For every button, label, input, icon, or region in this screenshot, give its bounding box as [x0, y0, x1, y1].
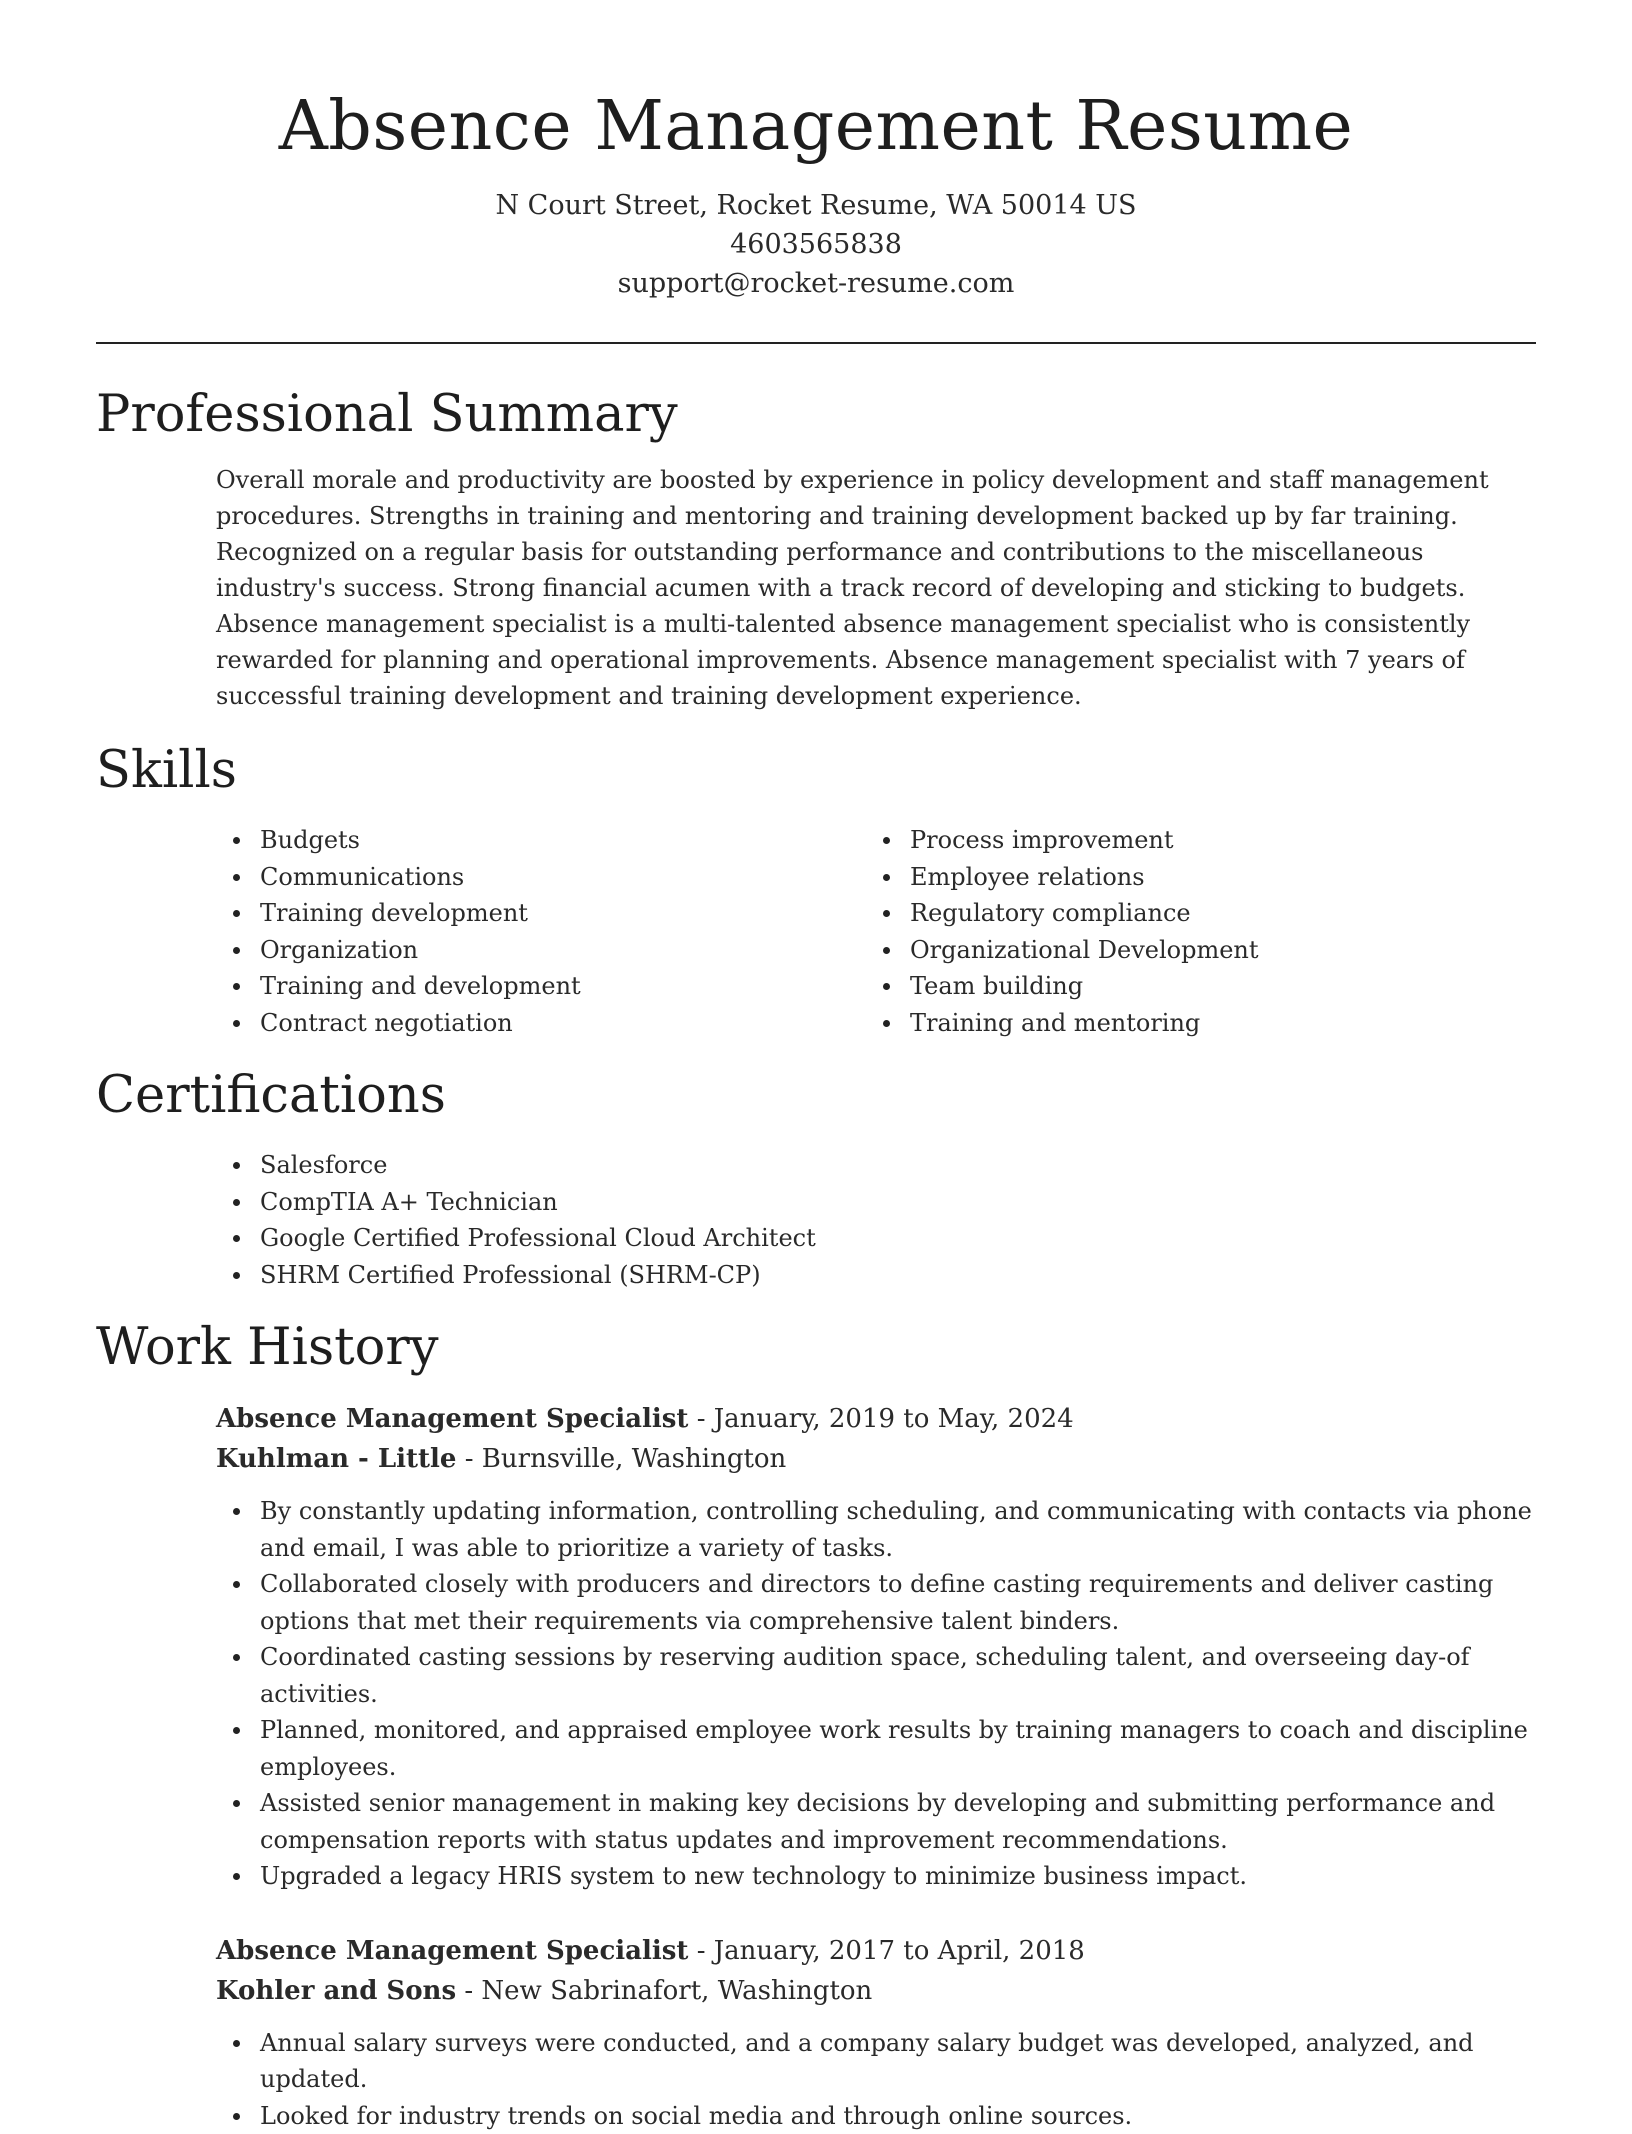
skills-list-right	[866, 822, 1516, 1041]
resume-title: Absence Management Resume	[0, 82, 1632, 172]
work-history-section	[96, 1311, 1536, 2134]
job-company: Kohler and Sons	[216, 1976, 456, 2006]
skill-item: Contract negotiation	[216, 1005, 866, 1042]
summary-section	[96, 378, 1536, 714]
contact-phone: 4603565838	[0, 225, 1632, 264]
summary-text: Overall morale and productivity are boosted by experience in policy development and staff management procedures. Strengths in training and mentoring and training development backed up by far training. Recognized on a regular basis for outstanding performance and contributions to the miscellaneous industry's success. Strong financial acumen with a track record of developing and sticking to budgets. Absence management specialist is a multi-talented absence management specialist who is consistently rewarded for planning and operational improvements. Absence management specialist with 7 years of successful training development and training development experience.	[216, 462, 1536, 714]
contact-address: N Court Street, Rocket Resume, WA 50014 US	[0, 186, 1632, 225]
certification-item: Google Certified Professional Cloud Architect	[216, 1220, 1536, 1257]
job-bullet: By constantly updating information, controlling scheduling, and communicating with contacts via phone and email, I was able to prioritize a variety of tasks.	[216, 1493, 1536, 1566]
job-title-line	[216, 1399, 1536, 1439]
job-dates: - January, 2019 to May, 2024	[688, 1404, 1073, 1434]
contact-email[interactable]: support@rocket-resume.com	[0, 264, 1632, 303]
skill-item: Employee relations	[866, 859, 1516, 896]
skill-item: Training and mentoring	[866, 1005, 1516, 1042]
skill-item: Process improvement	[866, 822, 1516, 859]
certification-item: CompTIA A+ Technician	[216, 1184, 1536, 1221]
job-bullets	[216, 2025, 1536, 2134]
skill-item: Organizational Development	[866, 932, 1516, 969]
job-title: Absence Management Specialist	[216, 1936, 688, 1966]
job-title: Absence Management Specialist	[216, 1404, 688, 1434]
skills-list-left	[216, 822, 866, 1041]
job-bullets	[216, 1493, 1536, 1895]
certifications-list	[216, 1147, 1536, 1293]
job-dates: - January, 2017 to April, 2018	[688, 1936, 1084, 1966]
resume-body	[96, 378, 1536, 2134]
job-bullet: Collaborated closely with producers and directors to define casting requirements and deliver casting options that met their requirements via comprehensive talent binders.	[216, 1566, 1536, 1639]
resume-header	[0, 0, 1632, 303]
header-divider	[96, 342, 1536, 344]
summary-heading: Professional Summary	[96, 378, 1536, 452]
skill-item: Regulatory compliance	[866, 895, 1516, 932]
job-location: - Burnsville, Washington	[456, 1444, 786, 1474]
skill-item: Communications	[216, 859, 866, 896]
certification-item: Salesforce	[216, 1147, 1536, 1184]
contact-block	[0, 186, 1632, 303]
job-bullet: Assisted senior management in making key decisions by developing and submitting performance and compensation reports with status updates and improvement recommendations.	[216, 1785, 1536, 1858]
certifications-heading: Certifications	[96, 1059, 1536, 1133]
job-company-line	[216, 1439, 1536, 1479]
job-entry	[216, 1931, 1536, 2134]
skill-item: Organization	[216, 932, 866, 969]
skill-item: Team building	[866, 968, 1516, 1005]
job-company: Kuhlman - Little	[216, 1444, 456, 1474]
skills-columns	[216, 822, 1536, 1041]
job-company-line	[216, 1971, 1536, 2011]
job-location: - New Sabrinafort, Washington	[456, 1976, 872, 2006]
skill-item: Training development	[216, 895, 866, 932]
job-bullet: Looked for industry trends on social media and through online sources.	[216, 2098, 1536, 2134]
job-title-line	[216, 1931, 1536, 1971]
work-history-heading: Work History	[96, 1311, 1536, 1385]
skill-item: Budgets	[216, 822, 866, 859]
certification-item: SHRM Certified Professional (SHRM-CP)	[216, 1257, 1536, 1294]
skill-item: Training and development	[216, 968, 866, 1005]
certifications-section	[96, 1059, 1536, 1293]
skills-section	[96, 734, 1536, 1041]
job-bullet: Annual salary surveys were conducted, and a company salary budget was developed, analyzed, and updated.	[216, 2025, 1536, 2098]
job-bullet: Upgraded a legacy HRIS system to new technology to minimize business impact.	[216, 1858, 1536, 1895]
job-bullet: Coordinated casting sessions by reserving audition space, scheduling talent, and overseeing day-of activities.	[216, 1639, 1536, 1712]
skills-heading: Skills	[96, 734, 1536, 808]
job-entry	[216, 1399, 1536, 1895]
job-bullet: Planned, monitored, and appraised employee work results by training managers to coach and discipline employees.	[216, 1712, 1536, 1785]
